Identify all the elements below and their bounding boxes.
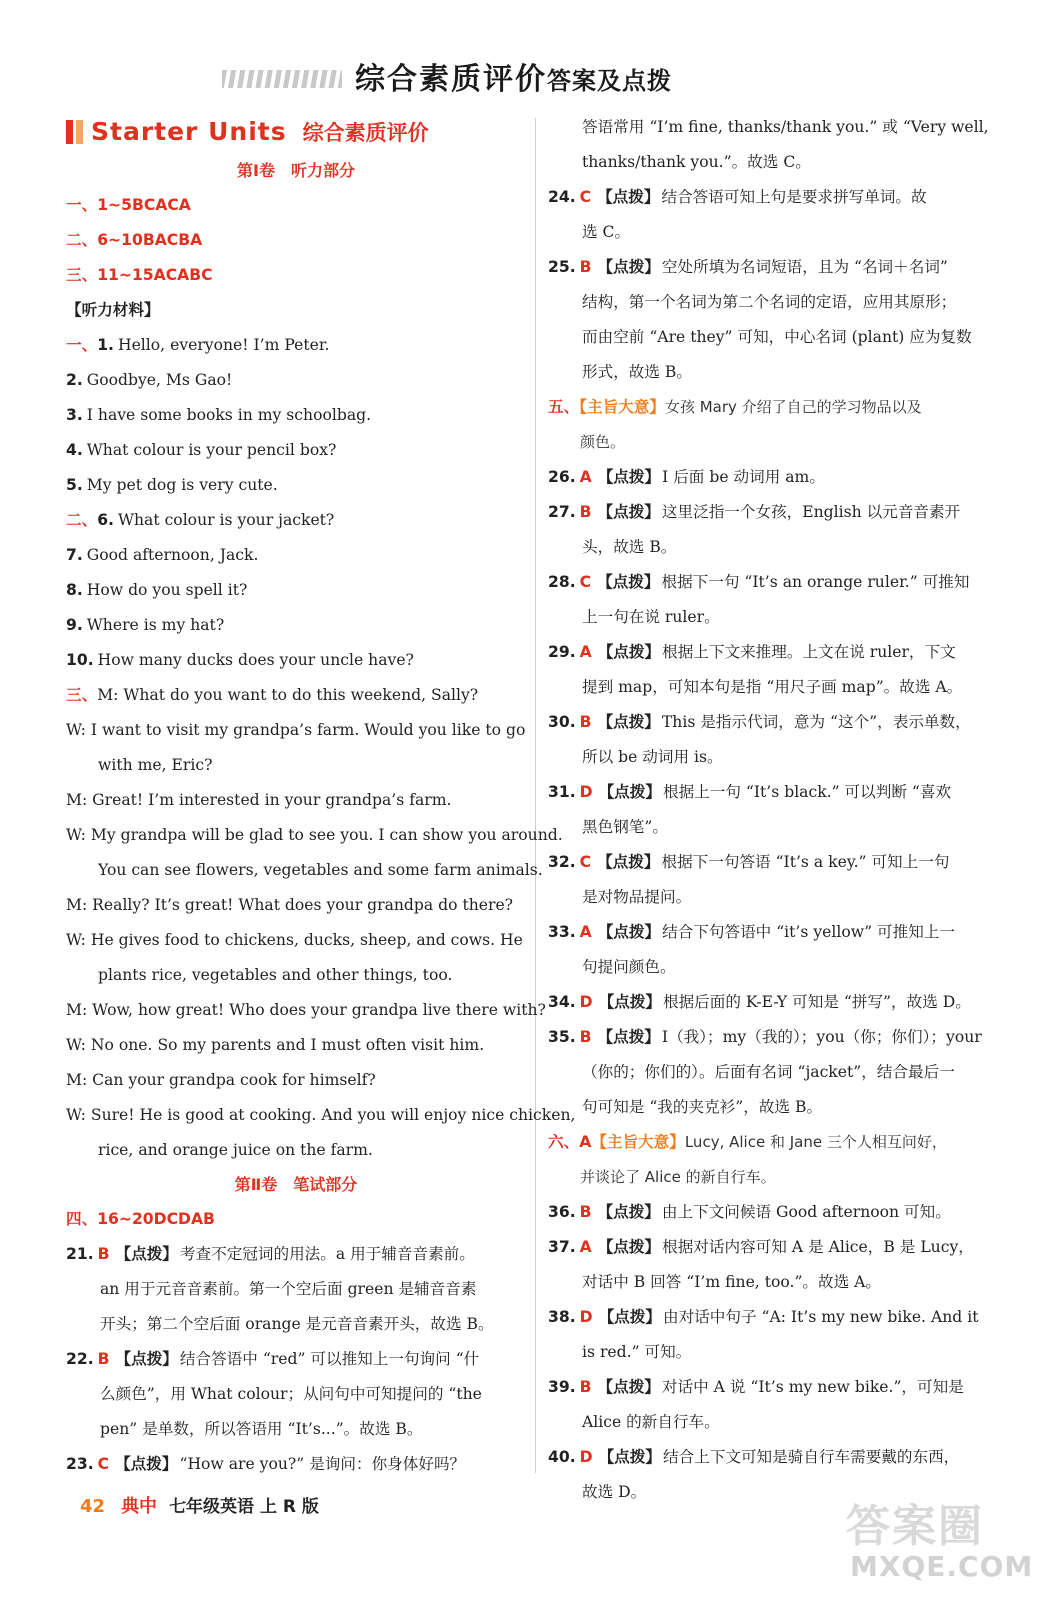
material-text: My pet dog is very cute. <box>86 476 278 494</box>
explanation-row <box>548 1265 1003 1300</box>
explanation-row <box>548 635 1003 670</box>
question-number: 22. <box>66 1350 94 1368</box>
explanation-line: 考查不定冠词的用法。a 用于辅音音素前。 <box>179 1245 475 1263</box>
material-number: 3. <box>66 406 83 424</box>
question-number: 27. <box>548 503 576 521</box>
main-idea-row <box>548 1125 1003 1160</box>
explanation-row <box>548 1020 1003 1055</box>
question-answer: B <box>579 503 592 521</box>
listening-material-title: 【听力材料】 <box>66 301 160 319</box>
material-line <box>66 363 526 398</box>
question-answer: B <box>579 713 592 731</box>
question-item <box>548 495 1003 565</box>
explanation-row <box>548 355 1003 390</box>
page-header <box>0 52 1037 102</box>
dialogue-text: M: What do you want to do this weekend, Sally? <box>97 686 479 704</box>
main-idea-tag: 【主旨大意】 <box>579 398 665 416</box>
question-answer: A <box>579 923 592 941</box>
explanation-row <box>548 880 1003 915</box>
hint-tag: 【点拨】 <box>597 1378 660 1396</box>
answer-row <box>66 223 526 258</box>
dialogue-line <box>66 818 563 853</box>
page-number: 42 <box>80 1496 106 1517</box>
answer-label: 四、16~20 <box>66 1210 154 1228</box>
dialogue-line <box>66 748 526 783</box>
dialogue-line <box>66 853 543 888</box>
question-number: 38. <box>548 1308 576 1326</box>
question-number: 30. <box>548 713 576 731</box>
explanation-line: （你的；你们的）。后面有名词 “jacket”，结合最后一 <box>582 1063 955 1081</box>
question-item <box>548 1230 1003 1300</box>
question-list-2 <box>548 460 1003 1125</box>
hint-tag: 【点拨】 <box>597 468 661 486</box>
dialogue-text: plants rice, vegetables and other things, too. <box>98 966 453 984</box>
explanation-line: 根据对话内容可知 A 是 Alice，B 是 Lucy， <box>662 1238 974 1256</box>
explanation-line: 头，故选 B。 <box>582 538 677 556</box>
explanation-line: 由上下文问候语 Good afternoon 可知。 <box>661 1203 951 1221</box>
question-answer: B <box>579 258 592 276</box>
question-answer: A <box>579 468 592 486</box>
material-text: What colour is your pencil box? <box>86 441 337 459</box>
explanation-line: 黑色钢笔”。 <box>582 818 668 836</box>
explanation-line: 提到 map，可知本句是指 “用尺子画 map”。故选 A。 <box>582 678 963 696</box>
question-item <box>548 250 1003 390</box>
question-answer: B <box>579 1028 592 1046</box>
dialogue-text: with me, Eric? <box>98 756 213 774</box>
section-bar-light-icon <box>76 120 83 144</box>
material-line <box>66 468 526 503</box>
explanation-row <box>548 320 1003 355</box>
explanation-line: 形式，故选 B。 <box>582 363 692 381</box>
main-idea-text: 女孩 Mary 介绍了自己的学习物品以及 <box>664 398 922 416</box>
answer-row <box>66 258 526 293</box>
dialogue-prefix: 三、 <box>66 686 98 704</box>
material-line <box>66 643 526 678</box>
question-item <box>548 845 1003 915</box>
explanation-row <box>548 1195 1003 1230</box>
question-item <box>548 985 1003 1020</box>
explanation-line: is red.” 可知。 <box>582 1343 692 1361</box>
title-main: 综合素质评价 <box>355 62 547 97</box>
question-item <box>548 915 1003 985</box>
question-list-3 <box>548 1195 1003 1510</box>
explanation-row <box>548 670 1003 705</box>
material-number: 4. <box>66 441 83 459</box>
explanation-line: 结合下句答语中 “it’s yellow” 可推知上一 <box>662 923 955 941</box>
hint-tag: 【点拨】 <box>598 1308 661 1326</box>
dialogue-text: rice, and orange juice on the farm. <box>98 1141 373 1159</box>
question-item <box>548 180 1003 250</box>
explanation-row <box>548 1405 1003 1440</box>
material-prefix: 二、 <box>66 511 98 529</box>
explanation-row <box>548 775 1003 810</box>
material-line <box>66 503 526 538</box>
question-number: 34. <box>548 993 576 1011</box>
hint-tag: 【点拨】 <box>597 1028 660 1046</box>
question-list-1 <box>548 180 1003 390</box>
question-answer: D <box>579 1448 593 1466</box>
column-divider <box>535 118 536 1473</box>
question-answer: C <box>579 188 592 206</box>
explanation-line: Alice 的新自行车。 <box>582 1413 720 1431</box>
explanation-line: 是对物品提问。 <box>582 888 692 906</box>
question-answer: D <box>579 1308 593 1326</box>
dialogue-line <box>66 1098 576 1133</box>
question-21 <box>66 1237 526 1342</box>
main-idea-prefix: 六、A <box>548 1133 592 1151</box>
question-number: 36. <box>548 1203 576 1221</box>
question-number: 40. <box>548 1448 576 1466</box>
explanation-line: 结合上下文可知是骑自行车需要戴的东西， <box>662 1448 960 1466</box>
question-answer: B <box>579 1203 592 1221</box>
explanation-line: 故选 D。 <box>582 1483 647 1501</box>
question-item <box>548 1300 1003 1370</box>
question-number: 39. <box>548 1378 576 1396</box>
explanation-row <box>548 1440 1003 1475</box>
explanation-row <box>548 215 1003 250</box>
question-number: 26. <box>548 468 576 486</box>
explanation-row <box>548 1300 1003 1335</box>
explanation-line: 结构，第一个名词为第二个名词的定语，应用其原形； <box>582 293 957 311</box>
dialogue-line <box>66 783 526 818</box>
question-answer: C <box>579 853 592 871</box>
question-answer: D <box>579 783 593 801</box>
dialogue-line <box>66 888 526 923</box>
explanation-row <box>548 460 1003 495</box>
explanation-row <box>548 495 1003 530</box>
question-item <box>548 1370 1003 1440</box>
question-answer: C <box>579 573 592 591</box>
answer-list <box>66 188 526 293</box>
material-line <box>66 398 526 433</box>
question-answer: D <box>579 993 593 1011</box>
section-title-en: Starter Units <box>91 117 287 146</box>
explanation-line: 句可知是 “我的夹克衫”，故选 B。 <box>582 1098 823 1116</box>
hint-tag: 【点拨】 <box>597 258 660 276</box>
explanation-line: 对话中 B 回答 “I’m fine, too.”。故选 A。 <box>582 1273 882 1291</box>
page-footer <box>80 1492 319 1522</box>
watermark-url: MXQE.COM <box>850 1550 1034 1583</box>
material-text: Hello, everyone! I’m Peter. <box>117 336 330 354</box>
question-number: 24. <box>548 188 576 206</box>
explanation-line: I（我）；my（我的）；you（你；你们）；your <box>661 1028 982 1046</box>
main-idea-tag: 【主旨大意】 <box>591 1133 685 1151</box>
title-sub: 答案及点拨 <box>547 67 672 95</box>
material-number: 5. <box>66 476 83 494</box>
main-idea-row <box>548 1160 1003 1195</box>
book-title: 七年级英语 上 R 版 <box>169 1497 319 1517</box>
explanation-row <box>548 705 1003 740</box>
hint-tag: 【点拨】 <box>598 993 661 1011</box>
explanation-line: 结合答语可知上句是要求拼写单词。故 <box>661 188 927 206</box>
right-column <box>548 110 1003 1510</box>
material-text: Where is my hat? <box>86 616 225 634</box>
hint-tag: 【点拨】 <box>597 573 660 591</box>
explanation-row <box>548 1370 1003 1405</box>
material-number: 2. <box>66 371 83 389</box>
explanation-line: 空处所填为名词短语，且为 “名词＋名词” <box>661 258 948 276</box>
dialogue-text: W: No one. So my parents and I must often visit him. <box>66 1036 485 1054</box>
explanation-row <box>548 740 1003 775</box>
dialogue-line <box>66 958 526 993</box>
explanation-line: 答语常用 “I’m fine, thanks/thank you.” 或 “Very well, <box>582 118 989 136</box>
watermark-logo: 答案圈 <box>846 1501 984 1552</box>
main-idea-text: 并谈论了 Alice 的新自行车。 <box>580 1168 776 1186</box>
main-idea-six <box>548 1125 1003 1195</box>
hint-tag: 【点拨】 <box>597 713 660 731</box>
question-number: 31. <box>548 783 576 801</box>
page-title <box>355 54 672 98</box>
dialogue-text: M: Can your grandpa cook for himself? <box>66 1071 376 1089</box>
hint-tag: 【点拨】 <box>598 783 661 801</box>
explanation-row <box>548 845 1003 880</box>
question-number: 35. <box>548 1028 576 1046</box>
dialogue-line <box>66 993 546 1028</box>
hint-tag: 【点拨】 <box>597 1203 660 1221</box>
explanation-line: “How are you?” 是询问：你身体好吗？ <box>179 1455 466 1473</box>
explanation-row <box>548 1230 1003 1265</box>
question-item <box>548 1195 1003 1230</box>
material-text: How do you spell it? <box>86 581 248 599</box>
explanation-row <box>548 600 1003 635</box>
explanation-line: 么颜色”，用 What colour；从问句中可知提问的 “the <box>100 1385 482 1403</box>
hint-tag: 【点拨】 <box>115 1350 178 1368</box>
explanation-line: 上一句在说 ruler。 <box>582 608 720 626</box>
question-answer: B <box>579 1378 592 1396</box>
question-number: 28. <box>548 573 576 591</box>
dialogue-text: W: I want to visit my grandpa’s farm. Would you like to go <box>66 721 526 739</box>
material-text: I have some books in my schoolbag. <box>86 406 372 424</box>
question-item <box>548 705 1003 775</box>
dialogue-line <box>66 678 526 713</box>
dialogue-text: M: Really? It’s great! What does your grandpa do there? <box>66 896 514 914</box>
dialogue-line <box>66 1063 526 1098</box>
question-item <box>548 565 1003 635</box>
hint-tag: 【点拨】 <box>597 188 660 206</box>
explanation-row <box>548 950 1003 985</box>
brand-logo: 典中 <box>121 1496 158 1517</box>
material-text: Good afternoon, Jack. <box>86 546 259 564</box>
dialogue-text: M: Wow, how great! Who does your grandpa live there with? <box>66 1001 546 1019</box>
question-answer: A <box>579 1238 592 1256</box>
question-number: 29. <box>548 643 576 661</box>
hint-tag: 【点拨】 <box>597 1238 661 1256</box>
section-bar-icon <box>66 120 73 144</box>
question-22 <box>66 1342 526 1447</box>
question-answer: C <box>97 1455 110 1473</box>
explanation-line: thanks/thank you.”。故选 C。 <box>582 153 811 171</box>
question-item <box>548 775 1003 845</box>
main-idea-prefix: 五、 <box>548 398 580 416</box>
explanation-line: 这里泛指一个女孩，English 以元音音素开 <box>661 503 961 521</box>
material-number: 8. <box>66 581 83 599</box>
material-line <box>66 538 526 573</box>
question-number: 32. <box>548 853 576 871</box>
question-23 <box>66 1447 526 1482</box>
material-number: 10. <box>66 651 94 669</box>
dialogue-line <box>66 1028 526 1063</box>
answer-row <box>66 188 526 223</box>
dialogue-text: You can see flowers, vegetables and some farm animals. <box>98 861 543 879</box>
explanation-row <box>548 1335 1003 1370</box>
main-idea-text: Lucy, Alice 和 Jane 三个人相互问好， <box>684 1133 947 1151</box>
answer-value: BCACA <box>131 196 191 214</box>
explanation-row <box>548 1055 1003 1090</box>
question-answer: B <box>97 1350 110 1368</box>
answer-label: 一、1~5 <box>66 196 132 214</box>
answer-row-4 <box>66 1202 526 1237</box>
dialogue-line <box>66 1133 526 1168</box>
material-text: What colour is your jacket? <box>117 511 335 529</box>
explanation-line: 开头；第二个空后面 orange 是元音音素开头，故选 B。 <box>100 1315 494 1333</box>
question-number: 37. <box>548 1238 576 1256</box>
explanation-line: 根据上下文来推理。上文在说 ruler，下文 <box>662 643 956 661</box>
dialogue-text: W: My grandpa will be glad to see you. I can show you around. <box>66 826 563 844</box>
explanation-line: 句提问颜色。 <box>582 958 676 976</box>
explanation-row <box>548 250 1003 285</box>
material-line <box>66 608 526 643</box>
dialogue-text: W: He gives food to chickens, ducks, sheep, and cows. He <box>66 931 523 949</box>
explanation-row <box>548 985 1003 1020</box>
explanation-line: 而由空前 “Are they” 可知，中心名词 (plant) 应为复数 <box>582 328 972 346</box>
question-answer: B <box>97 1245 110 1263</box>
explanation-row <box>548 1090 1003 1125</box>
answer-value: BACBA <box>142 231 203 249</box>
explanation-line: 根据后面的 K-E-Y 可知是 “拼写”，故选 D。 <box>662 993 971 1011</box>
material-line <box>66 573 526 608</box>
material-line <box>66 433 526 468</box>
explanation-line: 对话中 A 说 “It’s my new bike.”，可知是 <box>661 1378 964 1396</box>
explanation-row <box>548 180 1003 215</box>
question-number: 33. <box>548 923 576 941</box>
question-number: 23. <box>66 1455 94 1473</box>
hint-tag: 【点拨】 <box>115 1245 178 1263</box>
main-idea-row <box>548 425 1003 460</box>
header-stripes-decoration <box>222 70 342 88</box>
question-item <box>548 1020 1003 1125</box>
hint-tag: 【点拨】 <box>597 853 660 871</box>
answer-value: ACABC <box>153 266 213 284</box>
explanation-line: 由对话中句子 “A: It’s my new bike. And it <box>662 1308 979 1326</box>
explanation-line: I 后面 be 动词用 am。 <box>662 468 825 486</box>
hint-tag: 【点拨】 <box>597 503 660 521</box>
explanation-line: 根据下一句答语 “It’s a key.” 可知上一句 <box>661 853 950 871</box>
question-number: 25. <box>548 258 576 276</box>
explanation-line: 结合答语中 “red” 可以推知上一句询问 “什 <box>179 1350 480 1368</box>
question-number: 21. <box>66 1245 94 1263</box>
hint-tag: 【点拨】 <box>597 643 661 661</box>
part1-title: 第Ⅰ卷 听力部分 <box>237 161 355 180</box>
hint-tag: 【点拨】 <box>598 1448 661 1466</box>
hint-tag: 【点拨】 <box>597 923 661 941</box>
main-idea-row <box>548 390 1003 425</box>
material-number: 9. <box>66 616 83 634</box>
question-item <box>548 635 1003 705</box>
question-answer: A <box>579 643 592 661</box>
material-number: 7. <box>66 546 83 564</box>
part2-title: 第Ⅱ卷 笔试部分 <box>234 1175 358 1194</box>
hint-tag: 【点拨】 <box>115 1455 178 1473</box>
explanation-line: 根据下一句 “It’s an orange ruler.” 可推知 <box>661 573 970 591</box>
explanation-line: This 是指示代词，意为 “这个”，表示单数， <box>661 713 971 731</box>
material-prefix: 一、 <box>66 336 98 354</box>
explanation-line: an 用于元音音素前。第一个空后面 green 是辅音音素 <box>100 1280 477 1298</box>
explanation-row <box>548 565 1003 600</box>
explanation-line: pen” 是单数，所以答语用 “It’s...”。故选 B。 <box>100 1420 423 1438</box>
explanation-line: 选 C。 <box>582 223 631 241</box>
question-item <box>548 460 1003 495</box>
listening-material <box>66 328 526 678</box>
explanation-line: 根据上一句 “It’s black.” 可以判断 “喜欢 <box>662 783 952 801</box>
explanation-line: 所以 be 动词用 is。 <box>582 748 723 766</box>
dialogue-line <box>66 923 526 958</box>
explanation-row <box>548 285 1003 320</box>
material-line <box>66 328 526 363</box>
explanation-row <box>548 915 1003 950</box>
dialogue-line <box>66 713 526 748</box>
answer-label: 二、6~10 <box>66 231 143 249</box>
answer-value: DCDAB <box>153 1210 215 1228</box>
answer-label: 三、11~15 <box>66 266 154 284</box>
explanation-row <box>548 530 1003 565</box>
watermark <box>842 1490 1034 1590</box>
dialogue-text: W: Sure! He is good at cooking. And you will enjoy nice chicken, <box>66 1106 576 1124</box>
section-title <box>66 110 526 154</box>
main-idea-five <box>548 390 1003 460</box>
dialogue-text: M: Great! I’m interested in your grandpa’s farm. <box>66 791 452 809</box>
section-title-cn: 综合素质评价 <box>302 121 429 145</box>
material-text: Goodbye, Ms Gao! <box>86 371 233 389</box>
material-number: 1. <box>97 336 114 354</box>
main-idea-text: 颜色。 <box>580 433 626 451</box>
explanation-row <box>548 810 1003 845</box>
material-number: 6. <box>97 511 114 529</box>
material-text: How many ducks does your uncle have? <box>97 651 414 669</box>
